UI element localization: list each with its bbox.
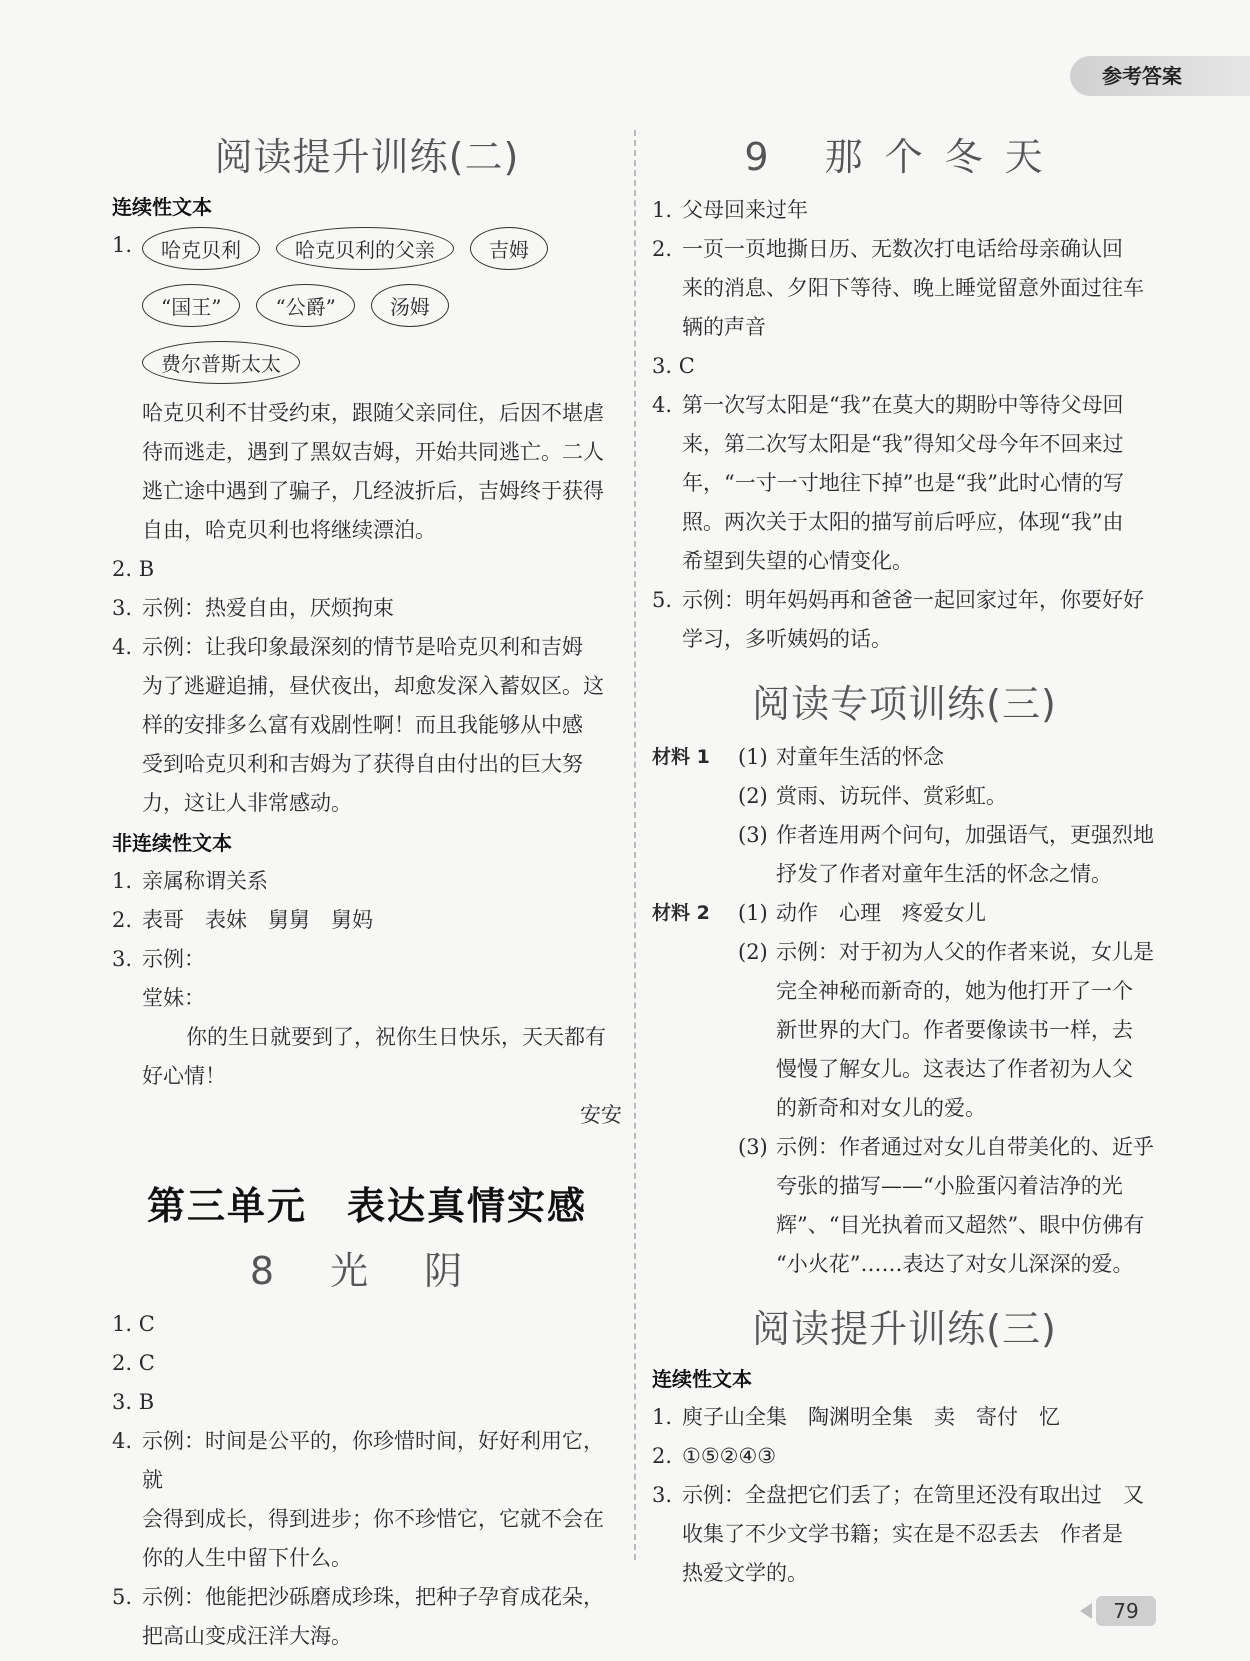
text-line: 完全神秘而新奇的，她为他打开了一个 <box>776 979 1133 1003</box>
section-title: 阅读提升训练(二) <box>214 135 520 179</box>
text-line: 哈克贝利不甘受约束，跟随父亲同住，后因不堪虐 <box>142 401 604 425</box>
sub-number: (2) <box>738 784 768 808</box>
material-2 <box>652 894 1157 1284</box>
answer-text: 示例：热爱自由，厌烦拘束 <box>142 596 394 620</box>
answer-text <box>776 933 1154 1128</box>
text-line: 示例：作者通过对女儿自带美化的、近乎 <box>776 1135 1154 1159</box>
text-line: 慢慢了解女儿。这表达了作者初为人父 <box>776 1057 1133 1081</box>
text-line: 辉”、“目光执着而又超然”、眼中仿佛有 <box>776 1213 1145 1237</box>
text-line: 样的安排多么富有戏剧性啊！而且我能够从中感 <box>142 713 583 737</box>
text-line: 把高山变成汪洋大海。 <box>142 1624 352 1648</box>
answer-text <box>776 1128 1154 1284</box>
material-1 <box>652 738 1157 894</box>
sub-answer <box>738 816 1157 894</box>
text-line: 会得到成长，得到进步；你不珍惜它，它就不会在 <box>142 1507 604 1531</box>
question-1: 1. C <box>112 1312 155 1336</box>
subsection-heading: 连续性文本 <box>112 195 212 219</box>
header-tag: 参考答案 <box>1070 56 1250 96</box>
character-oval: 吉姆 <box>470 227 548 270</box>
question-2 <box>652 1437 1157 1476</box>
text-line: 示例：他能把沙砾磨成珍珠，把种子孕育成花朵， <box>142 1585 604 1609</box>
text-line: 示例：时间是公平的，你珍惜时间，好好利用它，就 <box>142 1429 604 1492</box>
question-4 <box>652 386 1157 581</box>
answer-text <box>682 1476 1157 1593</box>
text-line: 第一次写太阳是“我”在莫大的期盼中等待父母回 <box>682 393 1124 417</box>
question-number: 2. <box>112 908 133 932</box>
question-number: 1. <box>652 1405 673 1429</box>
sub-number: (1) <box>738 745 768 769</box>
text-line: 夸张的描写——“小脸蛋闪着洁净的光 <box>776 1174 1123 1198</box>
text-line: 希望到失望的心情变化。 <box>682 549 913 573</box>
answer-text: 示例： <box>142 947 205 971</box>
text-line: 示例：让我印象最深刻的情节是哈克贝利和吉姆 <box>142 635 583 659</box>
sub-answer <box>738 777 1157 816</box>
sub-answer <box>738 738 1157 777</box>
column-divider <box>634 130 636 1560</box>
answer-text <box>776 816 1154 894</box>
letter-body: 你的生日就要到了，祝你生日快乐，天天都有 <box>186 1025 606 1049</box>
answer-text <box>682 230 1157 347</box>
subsection-heading: 非连续性文本 <box>112 831 232 855</box>
text-line: 示例：全盘把它们丢了；在笥里还没有取出过 又 <box>682 1483 1144 1507</box>
sub-answer <box>738 894 1157 933</box>
page-number: 79 <box>1096 1596 1156 1626</box>
lesson-title: 9 那个冬天 <box>744 135 1065 179</box>
sub-number: (2) <box>738 940 768 964</box>
question-5 <box>652 581 1157 659</box>
question-1 <box>112 862 622 901</box>
question-number: 5. <box>652 588 673 612</box>
text-line: 年，“一寸一寸地往下掉”也是“我”此时心情的写 <box>682 471 1124 495</box>
section-title: 阅读提升训练(三) <box>752 1307 1057 1351</box>
answer-text: 庾子山全集 陶渊明全集 卖 寄付 忆 <box>682 1405 1060 1429</box>
material-label: 材料 1 <box>652 746 710 768</box>
question-number: 3. <box>652 1483 673 1507</box>
answer-text <box>112 394 622 550</box>
question-3: 3. C <box>652 354 695 378</box>
answer-text: 父母回来过年 <box>682 198 808 222</box>
question-5 <box>112 1578 622 1656</box>
question-number: 3. <box>112 947 133 971</box>
lesson-title: 8 光 阴 <box>249 1249 485 1293</box>
answer-text: ①⑤②④③ <box>682 1444 777 1468</box>
letter <box>112 979 622 1135</box>
text-line: 学习，多听姨妈的话。 <box>682 627 892 651</box>
question-1 <box>652 1398 1157 1437</box>
character-ovals <box>142 227 622 384</box>
question-number: 1. <box>652 198 673 222</box>
right-column <box>652 120 1157 1593</box>
text-line: 收集了不少文学书籍；实在是不忍丢去 作者是 <box>682 1522 1123 1546</box>
unit-title: 第三单元 表达真情实感 <box>146 1184 587 1228</box>
text-line: 一页一页地撕日历、无数次打电话给母亲确认回 <box>682 237 1123 261</box>
letter-greeting: 堂妹： <box>142 986 205 1010</box>
text-line: 来，第二次写太阳是“我”得知父母今年不回来过 <box>682 432 1124 456</box>
answer-text <box>142 628 622 823</box>
question-3 <box>112 589 622 628</box>
sub-answer <box>738 1128 1157 1284</box>
letter-signature: 安安 <box>580 1103 622 1127</box>
text-line: 来的消息、夕阳下等待、晚上睡觉留意外面过往车 <box>682 276 1144 300</box>
question-2 <box>112 901 622 940</box>
question-number: 1. <box>112 869 133 893</box>
answer-text: 表哥 表妹 舅舅 舅妈 <box>142 908 373 932</box>
text-line: 的新奇和对女儿的爱。 <box>776 1096 986 1120</box>
question-number: 2. <box>652 237 673 261</box>
question-number: 4. <box>112 635 133 659</box>
question-number: 4. <box>112 1429 133 1453</box>
answer-text <box>142 1422 622 1578</box>
answer-text <box>142 1578 622 1656</box>
material-label: 材料 2 <box>652 902 710 924</box>
page-arrow-icon <box>1080 1603 1092 1619</box>
answer-text: 对童年生活的怀念 <box>776 745 944 769</box>
answer-text <box>682 581 1157 659</box>
question-2: 2. C <box>112 1351 155 1375</box>
question-1 <box>652 191 1157 230</box>
text-line: 新世界的大门。作者要像读书一样，去 <box>776 1018 1133 1042</box>
question-2 <box>652 230 1157 347</box>
question-number: 4. <box>652 393 673 417</box>
text-line: 受到哈克贝利和吉姆为了获得自由付出的巨大努 <box>142 752 583 776</box>
question-3: 3. B <box>112 1390 155 1414</box>
text-line: 作者连用两个问句，加强语气，更强烈地 <box>776 823 1154 847</box>
sub-number: (3) <box>738 823 768 847</box>
text-line: 抒发了作者对童年生活的怀念之情。 <box>776 862 1112 886</box>
answer-text: 亲属称谓关系 <box>142 869 268 893</box>
answer-text <box>682 386 1157 581</box>
character-oval: 汤姆 <box>371 284 449 327</box>
answer-text: 赏雨、访玩伴、赏彩虹。 <box>776 784 1007 808</box>
question-3 <box>652 1476 1157 1593</box>
question-number: 1. <box>112 233 133 257</box>
character-oval: “公爵” <box>256 284 354 327</box>
question-number: 2. <box>652 1444 673 1468</box>
sub-answer <box>738 933 1157 1128</box>
section-title: 阅读专项训练(三) <box>752 682 1057 726</box>
question-2: 2. B <box>112 557 155 581</box>
question-number: 5. <box>112 1585 133 1609</box>
text-line: “小火花”……表达了对女儿深深的爱。 <box>776 1252 1134 1276</box>
material-answers <box>738 738 1157 894</box>
text-line: 逃亡途中遇到了骗子，几经波折后，吉姆终于获得 <box>142 479 604 503</box>
question-4 <box>112 628 622 823</box>
text-line: 你的人生中留下什么。 <box>142 1546 352 1570</box>
text-line: 力，这让人非常感动。 <box>142 791 352 815</box>
answer-text: 动作 心理 疼爱女儿 <box>776 901 986 925</box>
subsection-heading: 连续性文本 <box>652 1367 752 1391</box>
question-4 <box>112 1422 622 1578</box>
question-number: 3. <box>112 596 133 620</box>
letter-body: 好心情！ <box>142 1064 226 1088</box>
text-line: 为了逃避追捕，昼伏夜出，却愈发深入蓄奴区。这 <box>142 674 604 698</box>
sub-number: (1) <box>738 901 768 925</box>
character-oval: 哈克贝利 <box>142 227 260 270</box>
character-oval: 哈克贝利的父亲 <box>276 227 454 270</box>
material-answers <box>738 894 1157 1284</box>
text-line: 示例：明年妈妈再和爸爸一起回家过年，你要好好 <box>682 588 1144 612</box>
left-column <box>112 120 622 1656</box>
text-line: 示例：对于初为人父的作者来说，女儿是 <box>776 940 1154 964</box>
sub-number: (3) <box>738 1135 768 1159</box>
character-oval: 费尔普斯太太 <box>142 341 300 384</box>
text-line: 照。两次关于太阳的描写前后呼应，体现“我”由 <box>682 510 1124 534</box>
text-line: 热爱文学的。 <box>682 1561 808 1585</box>
character-oval: “国王” <box>142 284 240 327</box>
text-line: 自由，哈克贝利也将继续漂泊。 <box>142 518 436 542</box>
question-3 <box>112 940 622 979</box>
text-line: 待而逃走，遇到了黑奴吉姆，开始共同逃亡。二人 <box>142 440 604 464</box>
text-line: 辆的声音 <box>682 315 766 339</box>
